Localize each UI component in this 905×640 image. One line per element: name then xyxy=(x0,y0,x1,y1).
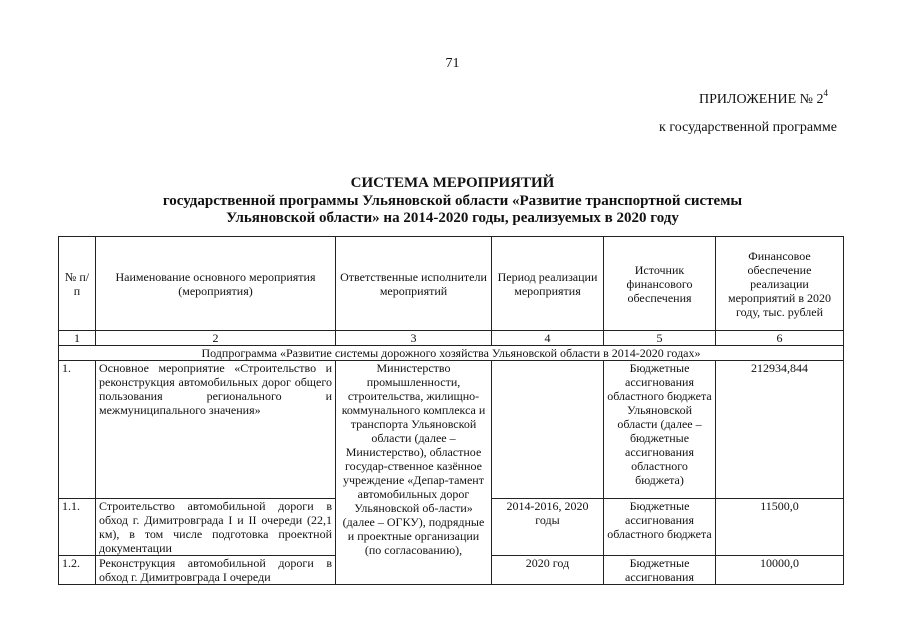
measures-table xyxy=(58,236,844,585)
amount-cell: 11500,0 xyxy=(716,499,844,556)
subprogram-row xyxy=(59,346,844,361)
source-cell: Бюджетные ассигнования областного бюджета Ульяновской области (далее – бюджетные ассигнования областного бюджета) xyxy=(604,361,716,499)
program-reference: к государственной программе xyxy=(659,120,837,135)
row-number: 1.2. xyxy=(59,556,96,585)
period-cell: 2014-2016, 2020 годы xyxy=(492,499,604,556)
column-number: 4 xyxy=(492,331,604,346)
subprogram-title: Подпрограмма «Развитие системы дорожного хозяйства Ульяновской области в 2014-2020 годах» xyxy=(59,346,844,361)
document-subtitle-line1: государственной программы Ульяновской области «Развитие транспортной системы xyxy=(162,193,743,209)
header-amount: Финансовое обеспечение реализации мероприятий в 2020 году, тыс. рублей xyxy=(716,237,844,331)
row-number: 1.1. xyxy=(59,499,96,556)
amount-cell: 10000,0 xyxy=(716,556,844,585)
column-numbers-row xyxy=(59,331,844,346)
period-cell xyxy=(492,361,604,499)
document-title: СИСТЕМА МЕРОПРИЯТИЙ xyxy=(350,175,555,191)
measure-name: Строительство автомобильной дороги в обход г. Димитровграда I и II очереди (22,1 км), в том числе подготовка проектной документации xyxy=(96,499,336,556)
period-cell: 2020 год xyxy=(492,556,604,585)
appendix-superscript: 4 xyxy=(823,88,828,98)
document-subtitle-line2: Ульяновской области» на 2014-2020 годы, реализуемых в 2020 году xyxy=(226,210,679,226)
appendix-label xyxy=(699,88,828,108)
source-cell: Бюджетные ассигнования областного бюджета xyxy=(604,499,716,556)
row-number: 1. xyxy=(59,361,96,499)
column-number: 1 xyxy=(59,331,96,346)
column-number: 6 xyxy=(716,331,844,346)
table-header-row xyxy=(59,237,844,331)
header-source: Источник финансового обеспечения xyxy=(604,237,716,331)
header-period: Период реализации мероприятия xyxy=(492,237,604,331)
header-name: Наименование основного мероприятия (мероприятия) xyxy=(96,237,336,331)
header-num: № п/п xyxy=(59,237,96,331)
source-cell: Бюджетные ассигнования xyxy=(604,556,716,585)
column-number: 5 xyxy=(604,331,716,346)
measure-name: Реконструкция автомобильной дороги в обход г. Димитровграда I очереди xyxy=(96,556,336,585)
appendix-text: ПРИЛОЖЕНИЕ № 2 xyxy=(699,92,824,107)
amount-cell: 212934,844 xyxy=(716,361,844,499)
executors-cell: Министерство промышленности, строительства, жилищно-коммунального комплекса и транспорта Ульяновской области (далее – Министерство), областное государ-ственное казённое учреждение «Депар-тамент автомобильных дорог Ульяновской об-ласти» (далее – ОГКУ), подрядные и проектные организации (по согласованию), xyxy=(336,361,492,585)
page-number: 71 xyxy=(445,56,460,71)
header-executors: Ответственные исполнители мероприятий xyxy=(336,237,492,331)
column-number: 2 xyxy=(96,331,336,346)
table-row xyxy=(59,361,844,499)
column-number: 3 xyxy=(336,331,492,346)
measure-name: Основное мероприятие «Строительство и реконструкция автомобильных дорог общего пользования регионального и межмуниципального значения» xyxy=(96,361,336,499)
